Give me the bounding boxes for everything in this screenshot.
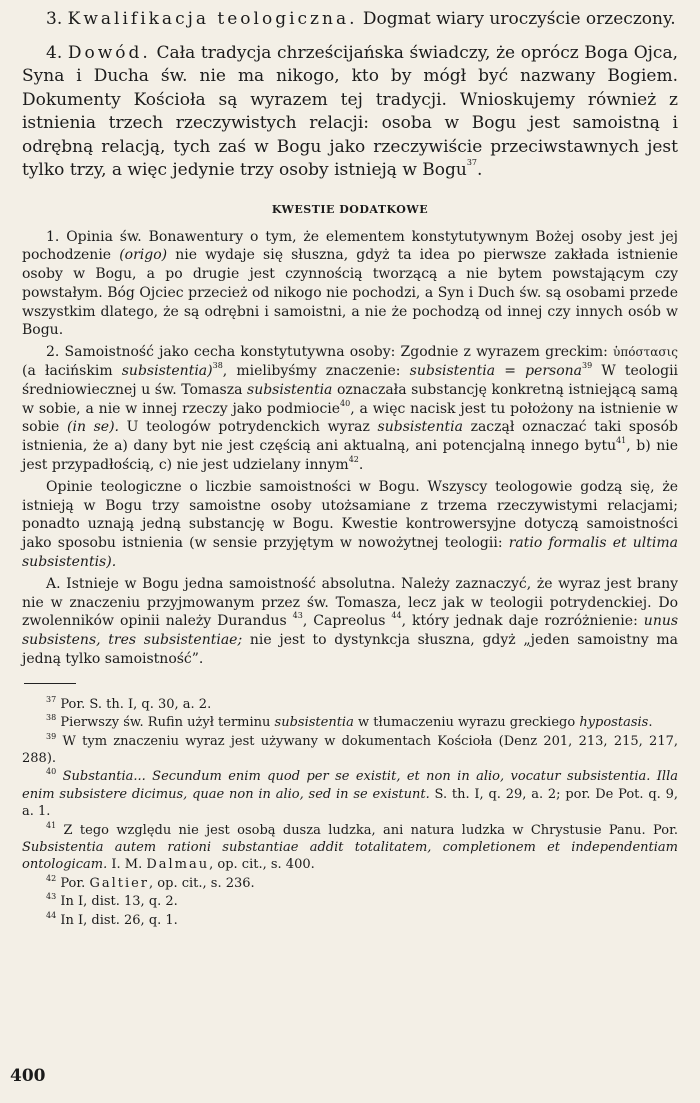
punctuation: . <box>358 457 364 474</box>
greek-word: ὑπόστασις <box>613 345 678 360</box>
footnote-text: , op. cit., s. 236. <box>149 875 255 891</box>
text: , który jednak daje rozróżnienie: <box>401 613 638 630</box>
footnote-41 <box>22 822 678 874</box>
footnote-text: In I, dist. 13, q. 2. <box>60 894 178 910</box>
footnote-text: In I, dist. 26, q. 1. <box>60 912 178 928</box>
footnote-ref[interactable]: 37 <box>466 158 478 167</box>
footnote-ref[interactable]: 38 <box>212 361 223 371</box>
text: W teologii średniowiecznej u św. Tomasza <box>22 363 679 398</box>
footnote-number: 42 <box>46 873 57 883</box>
footnote-text: W tym znaczeniu wyraz jest używany w dokumentach Kościoła (Denz 201, 213, 215, 217, 288). <box>22 733 678 767</box>
italic-text: (origo) <box>119 247 168 264</box>
author-name: Galtier <box>89 875 150 891</box>
text: Opinie teologiczne o liczbie samoistności w Bogu. Wszyscy teologowie godzą się, że istnieją w Bogu trzy samoistne osoby utożsamiane z trzema rzeczywistymi relacjami; ponadto uznają jedną substancję w Bogu. Kwestie kontrowersyjne dotyczą samoistności jako sposobu istnienia (w sensie przyjętym w nowożytnej teologii: <box>22 478 678 552</box>
footnote-40 <box>22 768 678 820</box>
footnote-text: Pierwszy św. Rufin użył terminu <box>60 715 271 731</box>
paragraph-proof <box>22 42 678 183</box>
footnote-ref[interactable]: 44 <box>391 611 402 621</box>
footnote-divider <box>24 683 76 684</box>
footnote-number: 40 <box>46 767 57 777</box>
footnote-text: Por. S. th. I, q. 30, a. 2. <box>60 696 212 712</box>
footnote-text: I. M. <box>111 857 143 873</box>
question-4 <box>22 575 678 669</box>
footnote-ref[interactable]: 43 <box>292 611 303 621</box>
footnote-text: Por. <box>60 875 86 891</box>
paragraph-text: Dogmat wiary uroczyście orzeczony. <box>362 9 676 29</box>
punctuation: . <box>477 160 483 180</box>
paragraph-title: Kwalifikacja teologiczna. <box>67 9 358 29</box>
paragraph-text: Cała tradycja chrześcijańska świadczy, że oprócz Boga Ojca, Syna i Ducha św. nie ma nikogo, kto by mógł być nazwany Bogiem. Dokumenty Kościoła są wyrazem tej tradycji. Wnioskujemy również z istnienia trzech rzeczywistych relacji: osoba w Bogu jest samoistną i odrębną relacją, tych zaś w Bogu jako rzeczywiście przeciwstawnych jest tylko trzy, a więc jedynie trzy osoby istnieją w Bogu <box>22 42 678 180</box>
main-text <box>22 8 678 183</box>
footnote-number: 43 <box>46 892 57 902</box>
italic-text: subsistentia <box>377 419 463 436</box>
text: , mielibyśmy znaczenie: <box>222 363 401 380</box>
punctuation: . <box>648 715 653 731</box>
text: (a łacińskim <box>22 363 113 380</box>
text: 1. Opinia św. Bonawentury o tym, że elementem konstytutywnym Bożej osoby jest jej pochodzenie <box>22 228 678 264</box>
italic-text: ratio formalis et ultima subsistentis). <box>22 535 678 571</box>
section-heading: KWESTIE DODATKOWE <box>271 202 429 216</box>
footnote-37 <box>22 696 678 713</box>
author-name: Dalmau <box>146 857 210 873</box>
footnote-number: 38 <box>46 713 57 723</box>
footnote-ref[interactable]: 39 <box>582 361 593 371</box>
text: A. Istnieje w Bogu jedna samoistność absolutna. Należy zaznaczyć, że wyraz jest brany nie w znaczeniu przyjmowanym przez św. Tomasza, lecz jak w teologii potrydenckiej. Do zwolenników opinii należy Durandus <box>22 575 678 630</box>
footnote-number: 39 <box>46 731 57 741</box>
question-3 <box>22 478 678 572</box>
footnote-number: 37 <box>46 694 57 704</box>
page-number: 400 <box>10 1066 46 1086</box>
text: , a więc nacisk jest tu położony na istnienie w sobie <box>22 400 678 436</box>
footnote-text: , op. cit., s. 400. <box>209 857 315 873</box>
italic-text: subsistentia = persona <box>409 363 582 380</box>
footnote-number: 41 <box>46 820 57 830</box>
italic-text: Substantia... Secundum enim quod per se existit, et non in alio, vocatur subsistentia. Illa enim subsistere dicimus, quae non in alio, sed in se existunt. <box>22 769 678 802</box>
footnote-text: Z tego względu nie jest osobą dusza ludzka, ani natura ludzka w Chrystusie Panu. Por. <box>63 822 678 838</box>
footnote-text: w tłumaczeniu wyrazu greckiego <box>357 715 576 731</box>
italic-text: subsistentia) <box>121 363 213 380</box>
paragraph-number: 3. <box>46 9 63 29</box>
question-2 <box>22 343 678 475</box>
paragraph-number: 4. <box>46 42 63 63</box>
footnote-ref[interactable]: 41 <box>616 436 627 446</box>
italic-text: Subsistentia autem rationi substantiae addit totalitatem, completionem et independentiam ontologicam. <box>22 840 678 873</box>
italic-text: hypostasis <box>579 715 649 731</box>
text: U teologów potrydenckich wyraz <box>126 419 370 436</box>
text: zaczął oznaczać taki sposób istnienia, że a) dany byt nie jest częścią ani aktualną, ani potencjalną innego bytu <box>22 419 679 455</box>
footnote-42 <box>22 875 678 892</box>
text: , Capreolus <box>302 613 386 630</box>
text: oznaczała substancję konkretną istniejącą samą w sobie, a nie w innej rzeczy jako podmiocie <box>22 381 679 417</box>
footnote-39 <box>22 733 678 768</box>
text: 2. Samoistność jako cecha konstytutywna osoby: Zgodnie z wyrazem greckim: <box>46 344 608 361</box>
italic-text: unus subsistens, tres subsistentiae; <box>22 613 679 649</box>
footnote-text: S. th. I, q. 29, a. 2; por. De Pot. q. 9, a. 1. <box>22 786 679 820</box>
footnote-ref[interactable]: 42 <box>348 455 359 465</box>
question-1 <box>22 228 678 341</box>
footnote-number: 44 <box>46 910 57 920</box>
footnote-43 <box>22 893 678 910</box>
text: nie wydaje się słuszna, gdyż ta idea po pierwsze zakłada istnienie osoby w Bogu, a po drugie jest czynnością tworzącą a nie bytem powstającym czy powstałym. Bóg Ojciec przecież od nikogo nie pochodzi, a Syn i Duch św. są osobami przede wszystkim dlatego, że są odrębni i samoistni, a nie że pochodzą od innej czy innych osób w Bogu. <box>22 247 679 339</box>
italic-text: (in se). <box>67 419 119 436</box>
text: nie jest to dystynkcja słuszna, gdyż „jeden samoistny ma jedną tylko samoistność”. <box>22 632 678 668</box>
footnotes <box>22 696 678 929</box>
footnote-ref[interactable]: 40 <box>340 398 351 408</box>
footnote-44 <box>22 912 678 929</box>
paragraph-qualification <box>22 8 678 32</box>
additional-questions <box>22 228 678 669</box>
footnote-38 <box>22 714 678 731</box>
italic-text: subsistentia <box>247 381 333 398</box>
text: , b) nie jest przypadłością, c) nie jest udzielany innym <box>22 438 678 474</box>
italic-text: subsistentia <box>274 715 354 731</box>
paragraph-title: Dowód. <box>67 42 151 63</box>
